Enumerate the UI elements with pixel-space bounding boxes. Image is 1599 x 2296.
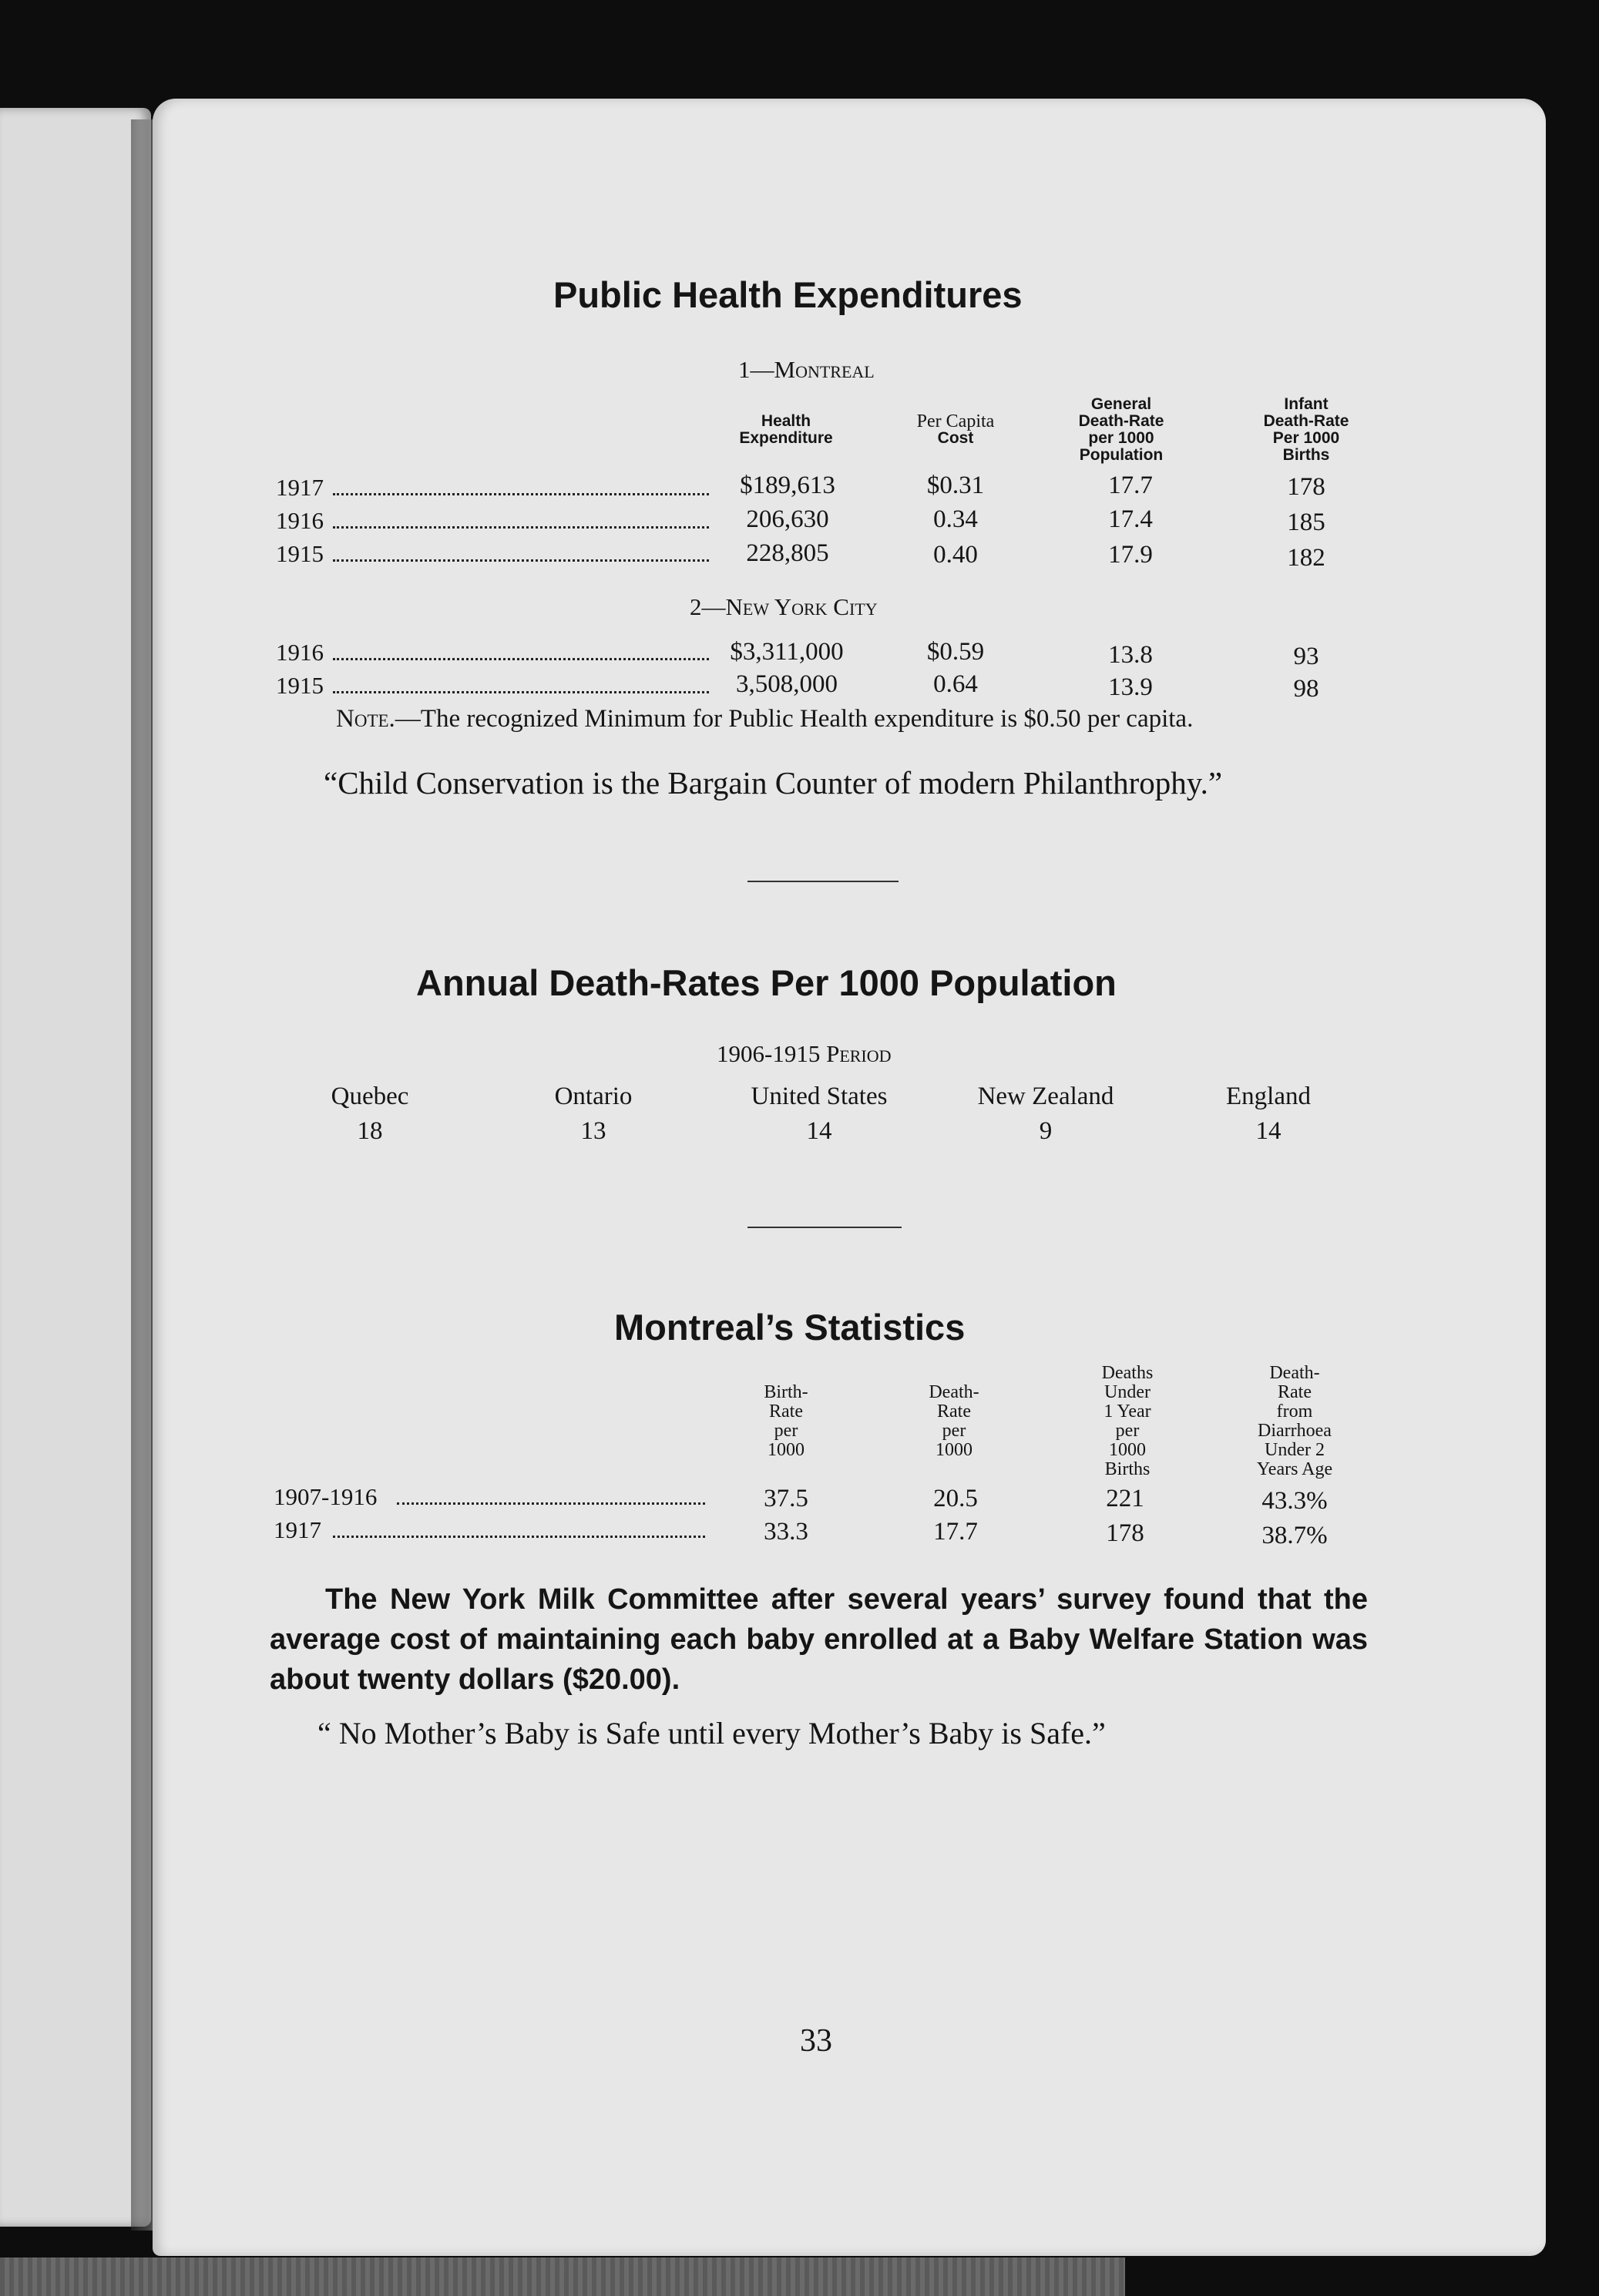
cell-infant-deaths: 178 <box>1106 1519 1144 1547</box>
country-quebec: Quebec <box>331 1083 409 1110</box>
cell-infant-rate: 98 <box>1293 675 1319 703</box>
header-health-expenditure: Health Expenditure <box>739 412 833 447</box>
left-facing-page <box>0 108 151 2227</box>
cell-general-rate: 17.7 <box>1108 472 1153 499</box>
section1-quote: “Child Conservation is the Bargain Counter of modern Philanthrophy.” <box>324 765 1223 801</box>
country-new-zealand: New Zealand <box>977 1083 1114 1110</box>
leader-dots <box>333 526 709 529</box>
cell-infant-rate: 178 <box>1287 473 1325 501</box>
cell-expenditure: $189,613 <box>740 472 835 499</box>
note-text: —The recognized Minimum for Public Health expenditure is $0.50 per capita. <box>395 705 1194 733</box>
cell-infant-rate: 182 <box>1287 544 1325 572</box>
row-year: 1915 <box>276 672 324 699</box>
country-ontario: Ontario <box>554 1083 633 1110</box>
cell-per-capita: 0.40 <box>933 541 978 569</box>
cell-infant-rate: 185 <box>1287 509 1325 536</box>
page-number: 33 <box>800 2023 832 2059</box>
country-england: England <box>1226 1083 1311 1110</box>
row-year: 1916 <box>276 639 324 666</box>
row-period: 1907-1916 <box>274 1483 378 1510</box>
cell-diarrhoea-rate: 43.3% <box>1261 1487 1328 1515</box>
cell-per-capita: 0.64 <box>933 670 978 698</box>
cell-diarrhoea-rate: 38.7% <box>1261 1522 1328 1549</box>
section3-quote: “ No Mother’s Baby is Safe until every Mother’s Baby is Safe.” <box>317 1716 1106 1751</box>
cell-infant-deaths: 221 <box>1106 1485 1144 1512</box>
cell-birth-rate: 37.5 <box>764 1485 808 1512</box>
cell-general-rate: 13.9 <box>1108 673 1153 701</box>
cell-general-rate: 17.4 <box>1108 505 1153 533</box>
nyc-heading: 2—New York City <box>690 593 878 620</box>
value-united-states: 14 <box>806 1117 832 1145</box>
leader-dots <box>333 658 709 660</box>
cell-per-capita: $0.59 <box>926 638 985 666</box>
cell-expenditure: $3,311,000 <box>730 638 844 666</box>
cell-expenditure: 206,630 <box>746 505 829 533</box>
section3-title: Montreal’s Statistics <box>614 1307 966 1348</box>
cell-general-rate: 13.8 <box>1108 641 1153 669</box>
value-new-zealand: 9 <box>1039 1117 1053 1145</box>
cell-per-capita: $0.31 <box>926 472 985 499</box>
cell-birth-rate: 33.3 <box>764 1518 808 1546</box>
cell-death-rate: 17.7 <box>933 1518 978 1546</box>
header-deaths-under-1: Deaths Under 1 Year per 1000 Births <box>1101 1363 1154 1479</box>
page-edge-strip <box>0 2257 1125 2296</box>
cell-general-rate: 17.9 <box>1108 541 1153 569</box>
leader-dots <box>333 493 709 495</box>
row-year: 1916 <box>276 507 324 534</box>
cell-expenditure: 3,508,000 <box>736 670 838 698</box>
header-death-rate: Death- Rate per 1000 <box>929 1382 979 1460</box>
section2-title: Annual Death-Rates Per 1000 Population <box>416 962 1117 1003</box>
header-general-death-rate: General Death-Rate per 1000 Population <box>1078 395 1164 464</box>
period-heading: 1906-1915 Period <box>717 1040 892 1067</box>
cell-per-capita: 0.34 <box>933 505 978 533</box>
note-label: Note. <box>336 705 395 733</box>
header-infant-death-rate: Infant Death-Rate Per 1000 Births <box>1263 395 1349 464</box>
cell-expenditure: 228,805 <box>746 539 829 567</box>
country-united-states: United States <box>751 1083 888 1110</box>
montreal-heading: 1—Montreal <box>738 356 875 383</box>
value-england: 14 <box>1255 1117 1282 1145</box>
header-birth-rate: Birth- Rate per 1000 <box>764 1382 808 1460</box>
row-year: 1915 <box>276 540 324 567</box>
leader-dots <box>397 1502 705 1505</box>
note-line <box>336 705 1193 733</box>
welfare-paragraph: The New York Milk Committee after several years’ survey found that the average cost of maintaining each baby enrolled at a Baby Welfare Station was about twenty dollars ($20.00). <box>270 1583 1368 1696</box>
cell-infant-rate: 93 <box>1293 643 1319 670</box>
header-diarrhoea-rate: Death- Rate from Diarrhoea Under 2 Years Age <box>1256 1363 1333 1479</box>
divider-1 <box>747 881 899 882</box>
cell-death-rate: 20.5 <box>933 1485 978 1512</box>
leader-dots <box>333 1536 705 1538</box>
leader-dots <box>333 691 709 693</box>
row-year: 1917 <box>276 474 324 501</box>
divider-2 <box>747 1227 902 1228</box>
header-per-capita-cost: Per Capita Cost <box>916 411 995 447</box>
section1-title: Public Health Expenditures <box>553 274 1023 315</box>
value-ontario: 13 <box>580 1117 606 1145</box>
value-quebec: 18 <box>357 1117 383 1145</box>
leader-dots <box>333 559 709 562</box>
row-period: 1917 <box>274 1516 321 1543</box>
